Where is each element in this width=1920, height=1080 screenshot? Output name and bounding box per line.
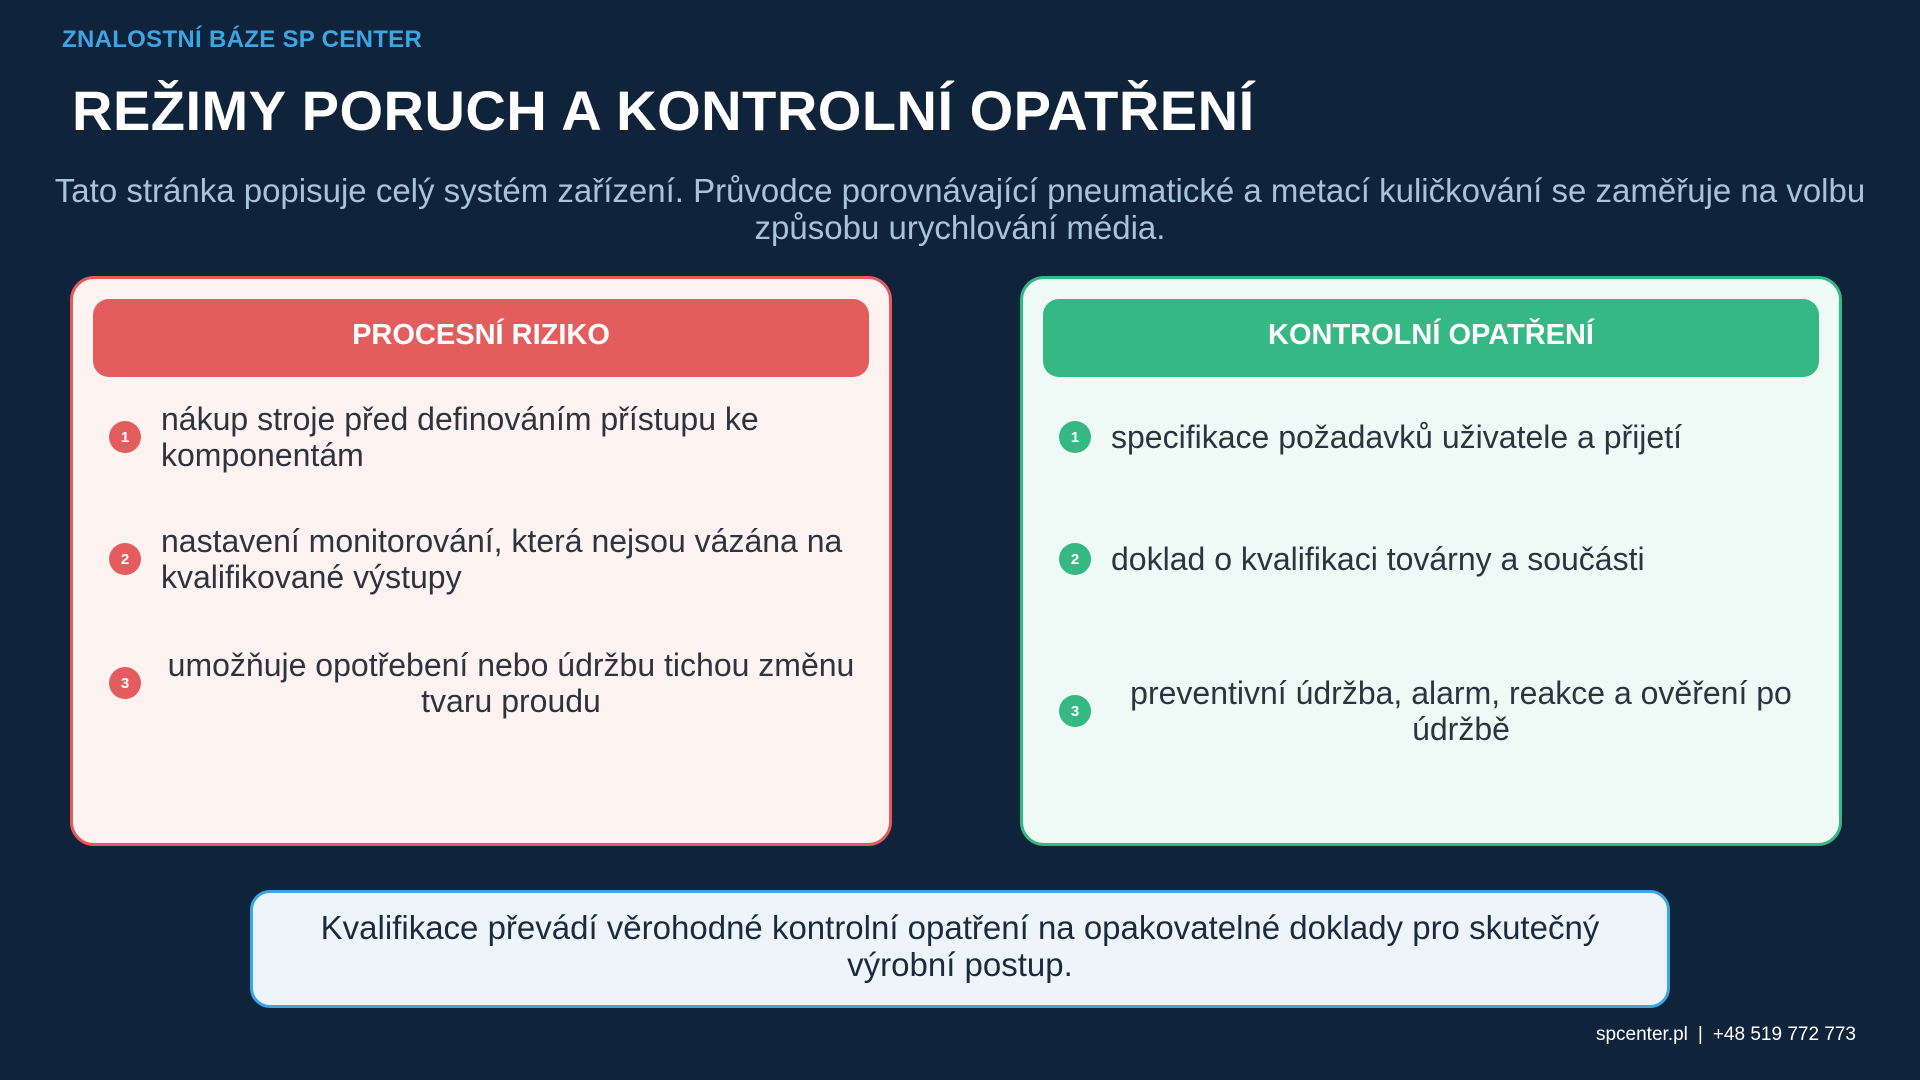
control-item-number-2: 2 bbox=[1059, 543, 1091, 575]
summary-text: Kvalifikace převádí věrohodné kontrolní opatření na opakovatelné doklady pro skutečný výrobní postup. bbox=[320, 909, 1600, 983]
risk-item-number-3: 3 bbox=[109, 667, 141, 699]
process-risk-card bbox=[70, 276, 892, 846]
kicker-label: ZNALOSTNÍ BÁZE SP CENTER bbox=[62, 26, 423, 53]
risk-item-number-1: 1 bbox=[109, 421, 141, 453]
control-measures-card bbox=[1020, 276, 1842, 846]
risk-item-text-3: umožňuje opotřebení nebo údržbu tichou změnu tvaru proudu bbox=[167, 647, 855, 719]
risk-item-text-2: nastavení monitorování, která nejsou vázána na kvalifikované výstupy bbox=[161, 523, 843, 595]
risk-item-1 bbox=[109, 401, 861, 473]
control-item-number-1: 1 bbox=[1059, 421, 1091, 453]
footer-separator: | bbox=[1697, 1024, 1703, 1045]
page-title: REŽIMY PORUCH A KONTROLNÍ OPATŘENÍ bbox=[72, 79, 1255, 142]
control-item-text-3: preventivní údržba, alarm, reakce a ověření po údržbě bbox=[1130, 675, 1792, 747]
footer-phone: +48 519 772 773 bbox=[1712, 1024, 1856, 1045]
risk-item-2 bbox=[109, 523, 861, 595]
control-measures-header: KONTROLNÍ OPATŘENÍ bbox=[1043, 299, 1819, 377]
control-item-3 bbox=[1059, 675, 1811, 747]
process-risk-header: PROCESNÍ RIZIKO bbox=[93, 299, 869, 377]
control-item-1 bbox=[1059, 419, 1811, 455]
footer-contact bbox=[1596, 1024, 1856, 1046]
control-item-text-2: doklad o kvalifikaci továrny a součásti bbox=[1111, 541, 1645, 577]
control-item-2 bbox=[1059, 541, 1811, 577]
risk-item-text-1: nákup stroje před definováním přístupu ke komponentám bbox=[161, 401, 759, 473]
control-item-number-3: 3 bbox=[1059, 695, 1091, 727]
risk-item-3 bbox=[109, 647, 861, 719]
footer-website-link[interactable]: spcenter.pl bbox=[1595, 1024, 1688, 1045]
risk-item-number-2: 2 bbox=[109, 543, 141, 575]
summary-box bbox=[250, 890, 1670, 1008]
control-item-text-1: specifikace požadavků uživatele a přijetí bbox=[1111, 419, 1682, 455]
page-subtitle: Tato stránka popisuje celý systém zařízení. Průvodce porovnávající pneumatické a metací kuličkování se zaměřuje na volbu způsobu urychlování média. bbox=[54, 172, 1866, 246]
